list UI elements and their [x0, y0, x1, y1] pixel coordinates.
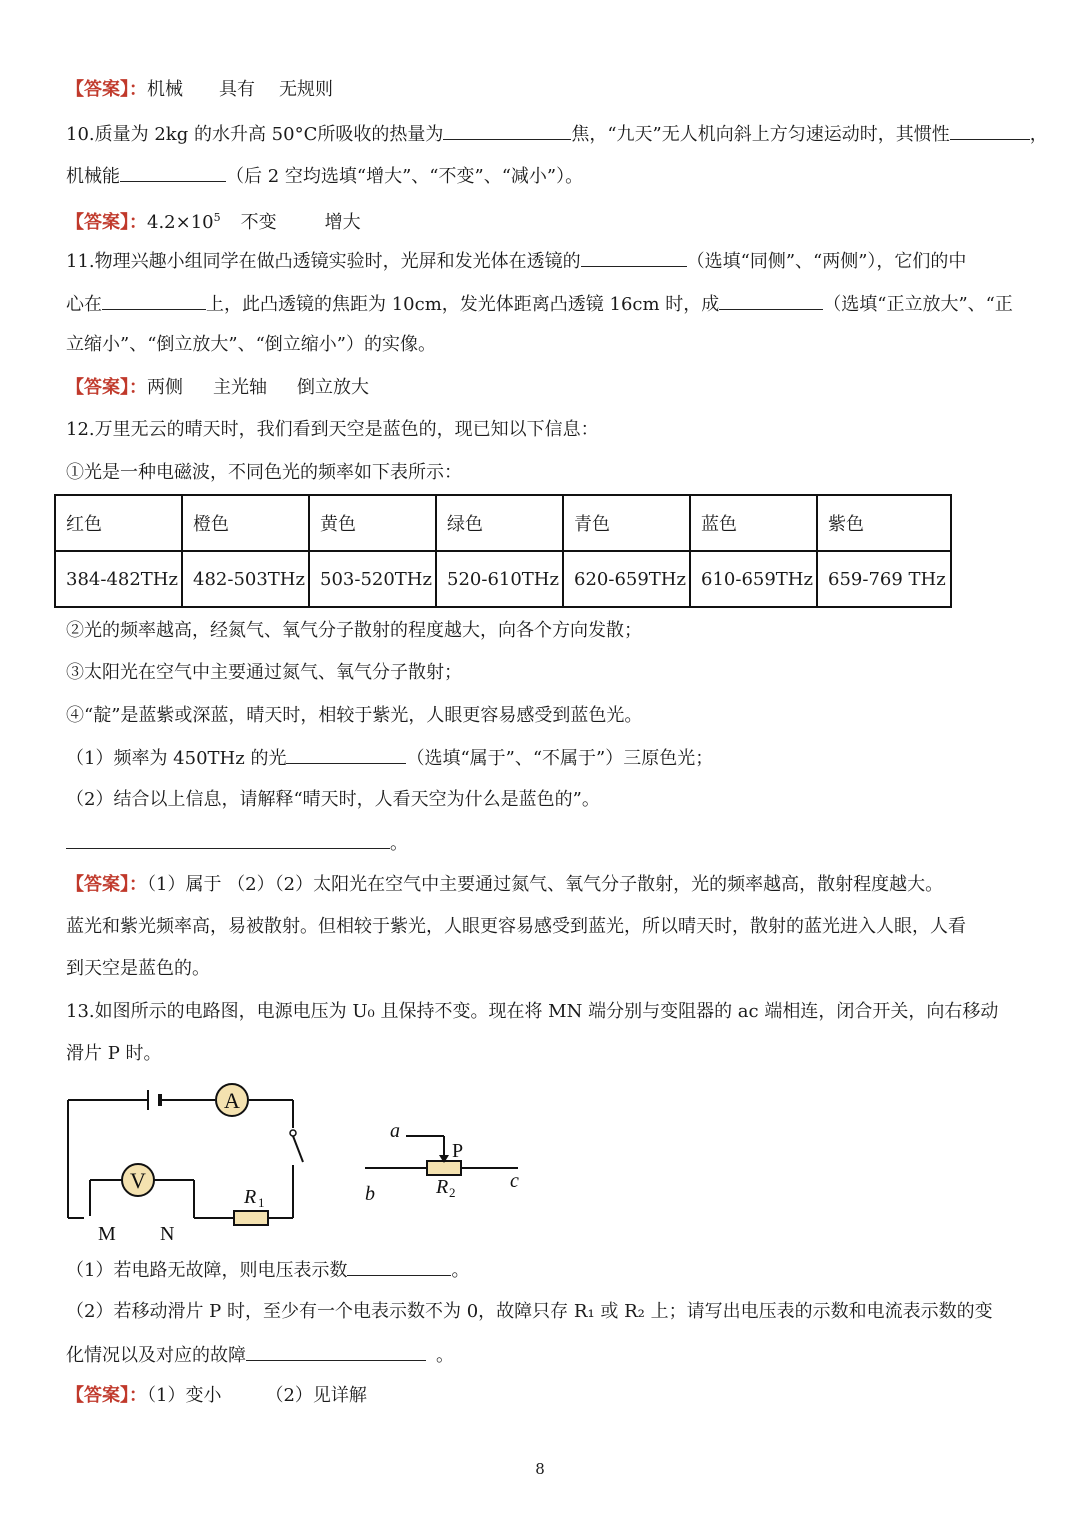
- q10-text: 机械能: [66, 166, 120, 187]
- fill-blank[interactable]: [950, 121, 1030, 140]
- circuit-diagram: [60, 1080, 310, 1250]
- fill-blank[interactable]: [286, 745, 406, 764]
- answer-item: 主光轴: [213, 377, 267, 398]
- q10-text: （后 2 空均选填“增大”、“不变”、“减小”）。: [226, 166, 584, 187]
- q13-text: 。: [451, 1260, 470, 1281]
- fill-blank[interactable]: [347, 1257, 451, 1276]
- table-cell: 黄色: [309, 495, 436, 551]
- q12-answer-line-2: 蓝光和紫光频率高，易被散射。但相较于紫光，人眼更容易感受到蓝光，所以晴天时，散射的蓝光进入人眼，人看: [66, 916, 966, 937]
- answer-item: （1）变小: [147, 1385, 222, 1406]
- fill-blank[interactable]: [102, 291, 206, 310]
- answer-tag: 【答案】：: [66, 874, 147, 895]
- q12-sub-2-blank-line: [66, 830, 1016, 856]
- q11-text: 11.物理兴趣小组同学在做凸透镜实验时，光屏和发光体在透镜的: [66, 251, 581, 272]
- q13-answer-line: [66, 1384, 1016, 1408]
- resistor-r1-icon: [234, 1186, 268, 1225]
- q10-text: 10.质量为 2kg 的水升高 50°C所吸收的热量为: [66, 124, 444, 145]
- page-number: 8: [535, 1460, 545, 1478]
- table-cell: 482-503THz: [182, 551, 309, 607]
- table-cell: 青色: [563, 495, 690, 551]
- answer-tag: 【答案】：: [66, 377, 147, 398]
- fill-blank[interactable]: [443, 121, 571, 140]
- table-cell: 520-610THz: [436, 551, 563, 607]
- rheostat-b-label: b: [365, 1183, 375, 1205]
- table-cell: 659-769 THz: [817, 551, 951, 607]
- q10-line-2: [66, 163, 1016, 189]
- q10-text: ，: [1029, 124, 1048, 145]
- q11-text: 心在: [66, 294, 102, 315]
- table-cell: 橙色: [182, 495, 309, 551]
- rheostat-a-label: a: [390, 1120, 400, 1142]
- fill-blank[interactable]: [246, 1342, 426, 1361]
- answer-text: （1）属于 （2）（2）太阳光在空气中主要通过氮气、氧气分子散射，光的频率越高，散射程度越大。: [147, 874, 944, 895]
- table-cell: 蓝色: [690, 495, 817, 551]
- q11-line-1: [66, 248, 1016, 274]
- answer-item: 两侧: [147, 377, 183, 398]
- q13-text: 。: [436, 1345, 454, 1366]
- table-cell: 384-482THz: [55, 551, 182, 607]
- q13-text: （1）若电路无故障，则电压表示数: [66, 1260, 348, 1281]
- q13-sub-1: [66, 1257, 1016, 1283]
- answer-item: 倒立放大: [297, 377, 369, 398]
- frequency-table: [54, 494, 952, 608]
- answer-item: 不变: [240, 212, 277, 233]
- table-row: [55, 551, 951, 607]
- battery-icon: [148, 1090, 160, 1110]
- q11-line-3: 立缩小”、“倒立放大”、“倒立缩小”）的实像。: [66, 334, 437, 355]
- q10-line-1: [66, 121, 1048, 147]
- ammeter-icon: [216, 1084, 248, 1116]
- answer-item: 无规则: [279, 79, 333, 100]
- q12-text: （选填“属于”、“不属于”）三原色光；: [406, 748, 714, 769]
- switch-icon: [290, 1130, 303, 1162]
- q11-text: （选填“正立放大”、“正: [823, 294, 1013, 315]
- fill-blank[interactable]: [581, 248, 687, 267]
- q11-text: 上，此凸透镜的焦距为 10cm，发光体距离凸透镜 16cm 时，成: [206, 294, 720, 315]
- q12-info-2: ②光的频率越高，经氮气、氧气分子散射的程度越大，向各个方向发散；: [66, 620, 642, 641]
- terminal-m-label: M: [98, 1223, 116, 1245]
- voltmeter-label: V: [130, 1168, 146, 1193]
- q13-line-2: 滑片 P 时。: [66, 1043, 162, 1064]
- q12-info-1: ①光是一种电磁波，不同色光的频率如下表所示：: [66, 462, 462, 483]
- answer-item: （2）见详解: [265, 1385, 367, 1406]
- rheostat-c-label: c: [510, 1170, 519, 1192]
- fill-blank[interactable]: [719, 291, 823, 310]
- q12-answer-line-3: 到天空是蓝色的。: [66, 958, 210, 979]
- q12-sub-2: （2）结合以上信息，请解释“晴天时，人看天空为什么是蓝色的”。: [66, 789, 600, 810]
- table-row: [55, 495, 951, 551]
- fill-blank[interactable]: [120, 163, 226, 182]
- ammeter-label: A: [224, 1088, 240, 1113]
- answer-item: 4.2×10: [147, 212, 214, 233]
- exponent: 5: [213, 211, 221, 224]
- slider-p-label: P: [452, 1140, 464, 1162]
- table-cell: 610-659THz: [690, 551, 817, 607]
- table-cell: 620-659THz: [563, 551, 690, 607]
- table-cell: 503-520THz: [309, 551, 436, 607]
- fill-blank[interactable]: [66, 830, 390, 849]
- rheostat-diagram: [360, 1115, 540, 1210]
- resistor-r2-label: R: [436, 1176, 449, 1198]
- q13-line-1: 13.如图所示的电路图，电源电压为 U₀ 且保持不变。现在将 MN 端分别与变阻器的 ac 端相连，闭合开关，向右移动: [66, 1001, 999, 1022]
- resistor-r1-subscript: 1: [258, 1195, 265, 1210]
- q12-info-3: ③太阳光在空气中主要通过氮气、氧气分子散射；: [66, 662, 462, 683]
- voltmeter-icon: [122, 1164, 154, 1196]
- rheostat-r2-icon: [427, 1161, 461, 1175]
- resistor-r1-label: R: [244, 1186, 257, 1208]
- answer-item: 机械: [147, 79, 183, 100]
- answer-item: 增大: [324, 212, 361, 233]
- resistor-r2-subscript: 2: [449, 1185, 456, 1200]
- table-cell: 绿色: [436, 495, 563, 551]
- q11-text: （选填“同侧”、“两侧”），它们的中: [686, 251, 967, 272]
- table-cell: 紫色: [817, 495, 951, 551]
- slider-arrow-icon: [406, 1136, 449, 1163]
- q12-text: （1）频率为 450THz 的光: [66, 748, 287, 769]
- q12-info-4: ④“靛”是蓝紫或深蓝，晴天时，相较于紫光，人眼更容易感受到蓝色光。: [66, 705, 643, 726]
- q12-sub-1: [66, 745, 1016, 771]
- q11-line-2: [66, 291, 1016, 317]
- q13-sub-2-line-1: （2）若移动滑片 P 时，至少有一个电表示数不为 0，故障只存 R₁ 或 R₂ 上；请写出电压表的示数和电流表示数的变: [66, 1301, 993, 1322]
- q11-answer-line: [66, 376, 1016, 400]
- q12-answer-line-1: [66, 873, 1016, 897]
- q10-answer-line: [66, 206, 1016, 235]
- terminal-n-label: N: [160, 1223, 175, 1245]
- answer-tag: 【答案】：: [66, 79, 147, 100]
- answer-tag: 【答案】：: [66, 212, 147, 233]
- q9-answer-line: [66, 78, 1016, 102]
- q12-text: 。: [390, 833, 408, 854]
- q13-sub-2-line-2: [66, 1342, 1016, 1368]
- answer-item: 具有: [219, 79, 255, 100]
- table-cell: 红色: [55, 495, 182, 551]
- q13-text: 化情况以及对应的故障: [66, 1345, 246, 1366]
- answer-tag: 【答案】：: [66, 1385, 147, 1406]
- q10-text: 焦，“九天”无人机向斜上方匀速运动时，其惯性: [571, 124, 950, 145]
- q12-intro: 12.万里无云的晴天时，我们看到天空是蓝色的，现已知以下信息：: [66, 419, 599, 440]
